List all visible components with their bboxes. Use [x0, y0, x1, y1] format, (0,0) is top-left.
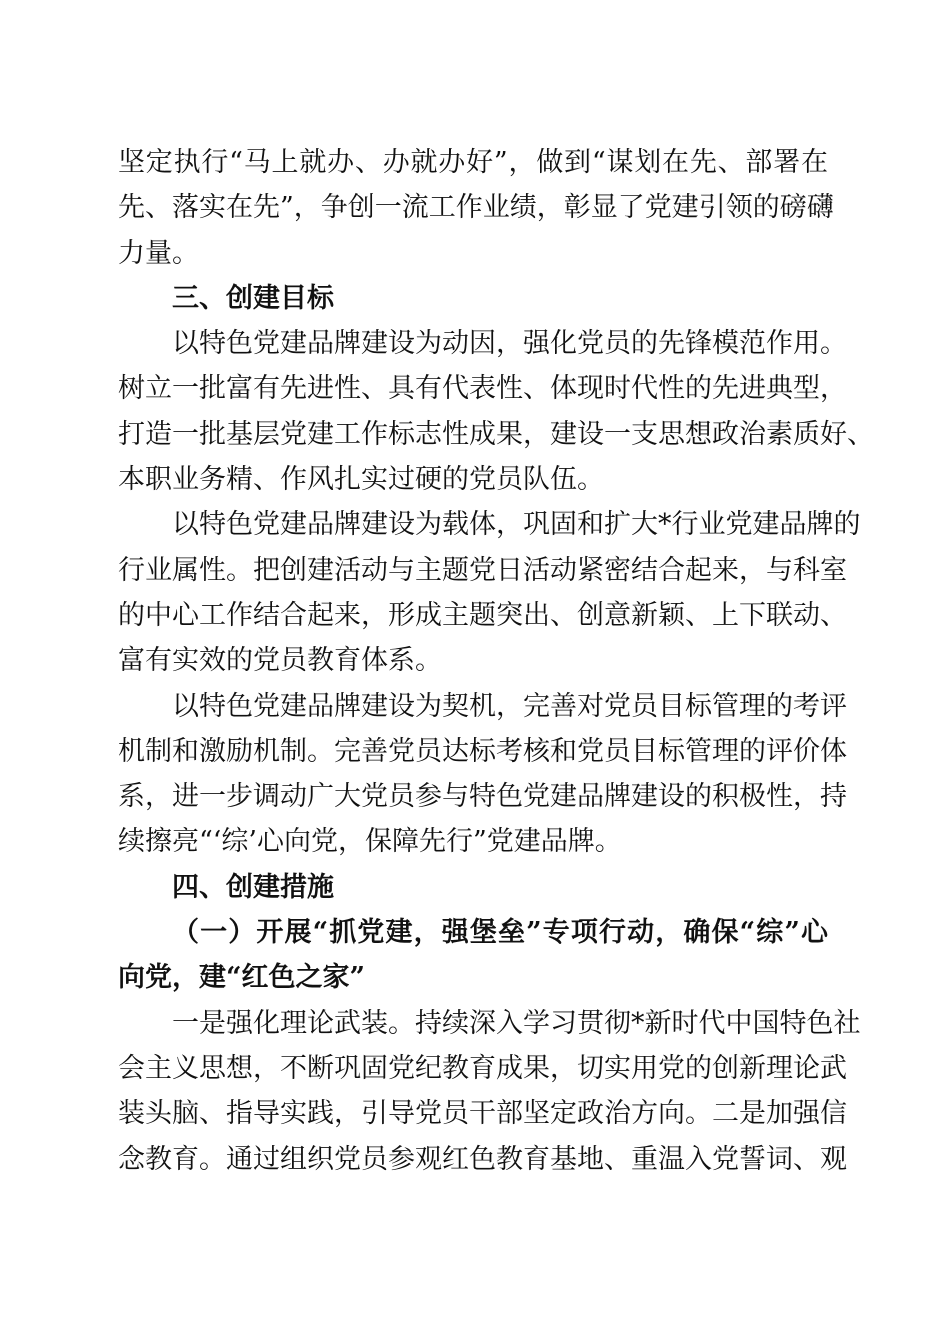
goals-paragraph-2 — [118, 502, 861, 683]
text-line: 行业属性。把创建活动与主题党日活动紧密结合起来，与科室 — [118, 554, 847, 586]
text-line: 一是强化理论武装。持续深入学习贯彻*新时代中国特色社 — [172, 1007, 861, 1039]
intro-paragraph — [118, 140, 834, 276]
section-heading-goals: 三、创建目标 — [172, 282, 334, 314]
text-line: 会主义思想，不断巩固党纪教育成果，切实用党的创新理论武 — [118, 1052, 847, 1084]
text-line: 先、落实在先”，争创一流工作业绩，彰显了党建引领的磅礴 — [118, 192, 834, 224]
text-line: 树立一批富有先进性、具有代表性、体现时代性的先进典型， — [118, 373, 847, 405]
goals-paragraph-3 — [118, 684, 847, 865]
text-line: 机制和激励机制。完善党员达标考核和党员目标管理的评价体 — [118, 735, 847, 767]
text-line: （一）开展“抓党建，强堡垒”专项行动，确保“综”心 — [172, 917, 828, 949]
text-line: 坚定执行“马上就办、办就办好”，做到“谋划在先、部署在 — [118, 147, 828, 178]
text-line: 以特色党建品牌建设为契机，完善对党员目标管理的考评 — [172, 690, 847, 722]
text-line: 力量。 — [118, 237, 199, 269]
document-page — [118, 140, 874, 1182]
text-line: 以特色党建品牌建设为载体，巩固和扩大*行业党建品牌的 — [172, 509, 861, 541]
text-line: 念教育。通过组织党员参观红色教育基地、重温入党誓词、观 — [118, 1143, 847, 1175]
measures-paragraph-1 — [118, 1001, 861, 1182]
text-line: 以特色党建品牌建设为动因，强化党员的先锋模范作用。 — [172, 328, 847, 360]
text-line: 续擦亮“‘综’心向党，保障先行”党建品牌。 — [118, 826, 622, 858]
text-line: 装头脑、指导实践，引导党员干部坚定政治方向。二是加强信 — [118, 1098, 847, 1130]
text-line: 富有实效的党员教育体系。 — [118, 645, 442, 677]
text-line: 的中心工作结合起来，形成主题突出、创意新颖、上下联动、 — [118, 599, 847, 631]
section-heading-measures: 四、创建措施 — [172, 871, 334, 903]
measures-subheading-1 — [118, 910, 828, 1001]
text-line: 系，进一步调动广大党员参与特色党建品牌建设的积极性，持 — [118, 781, 847, 813]
text-line: 向党，建“红色之家” — [118, 962, 366, 994]
text-line: 本职业务精、作风扎实过硬的党员队伍。 — [118, 464, 604, 496]
goals-paragraph-1 — [118, 321, 874, 502]
text-line: 打造一批基层党建工作标志性成果，建设一支思想政治素质好、 — [118, 418, 874, 450]
